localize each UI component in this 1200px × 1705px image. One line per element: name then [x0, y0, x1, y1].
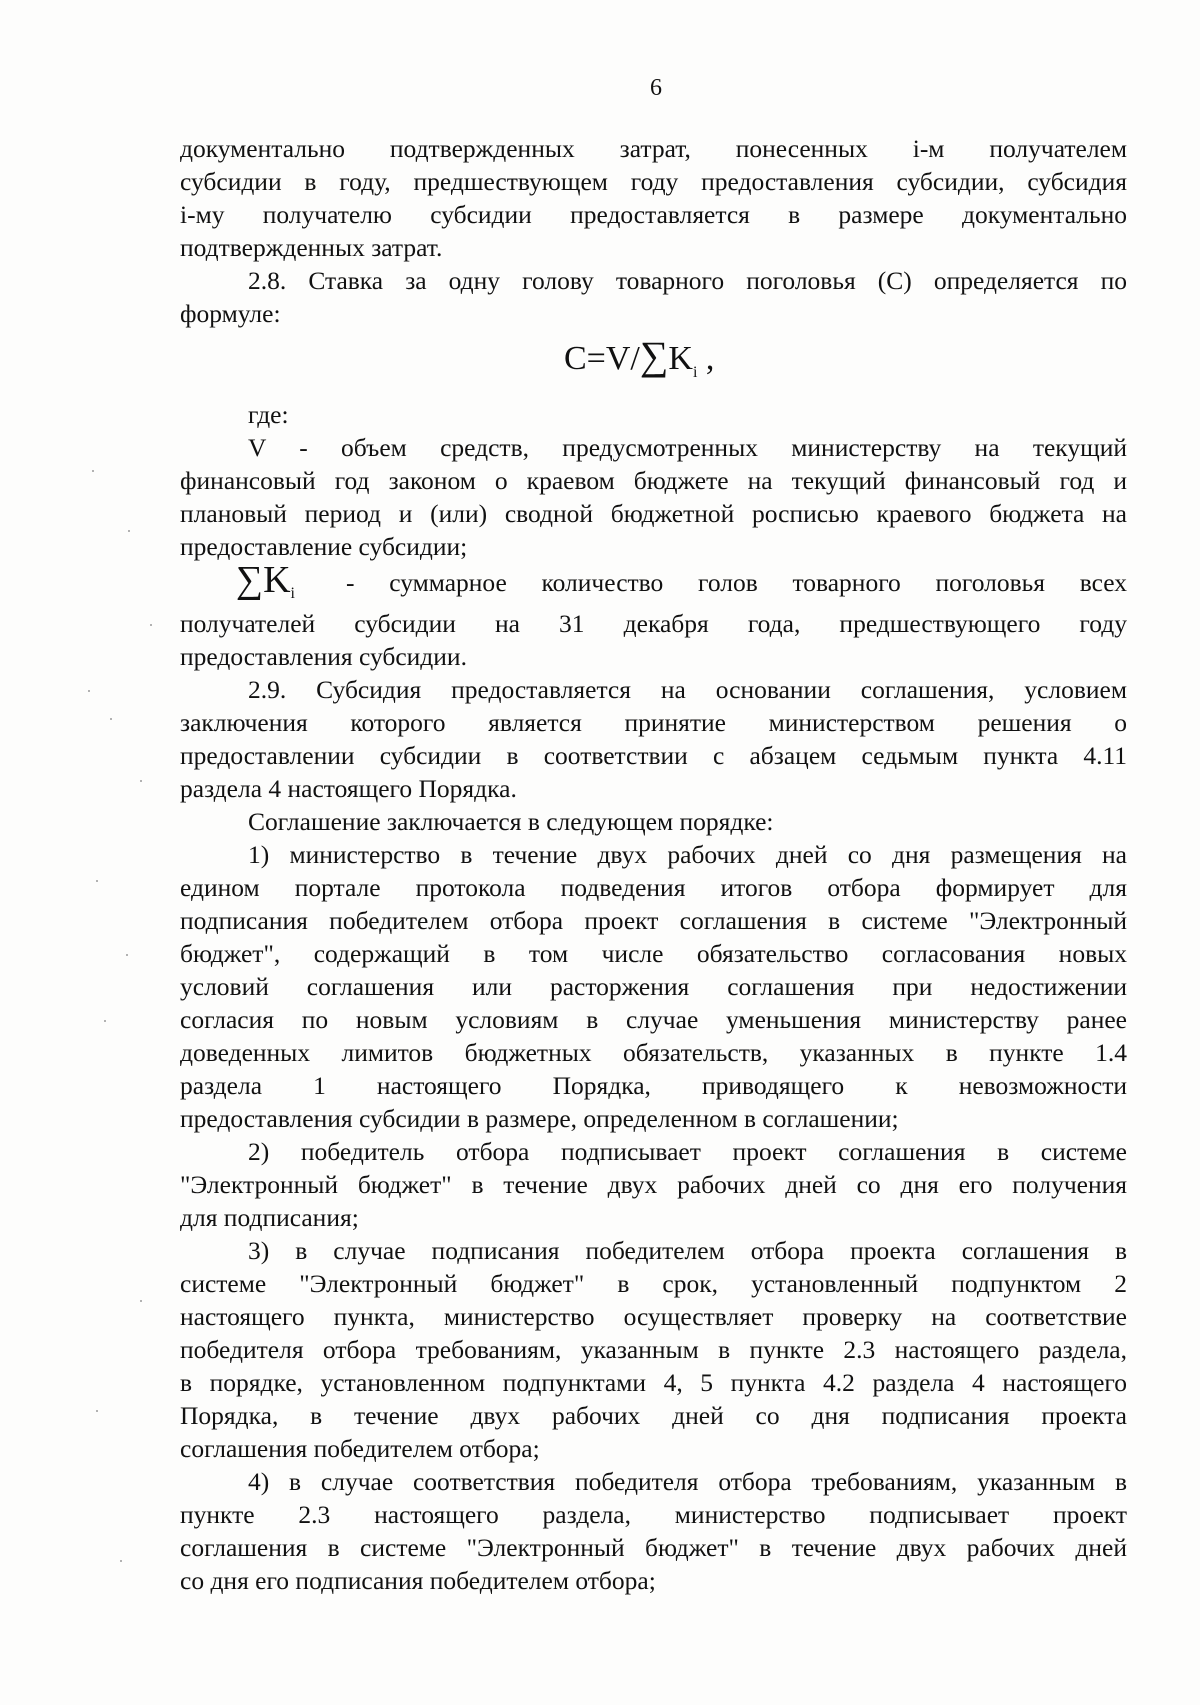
sigma-symbol: ∑ [236, 559, 264, 601]
text-line: 2) победитель отбора подписывает проект соглашения в системе [248, 1137, 1127, 1166]
text-line: для подписания; [180, 1203, 359, 1232]
text-line: финансовый год законом о краевом бюджете на текущий финансовый год и [180, 466, 1127, 495]
text-line: заключения которого является принятие министерством решения о [180, 708, 1127, 737]
text-line: предоставления субсидии. [180, 642, 467, 671]
text-line: условий соглашения или расторжения соглашения при недостижении [180, 972, 1127, 1001]
text-line: формуле: [180, 299, 281, 328]
sum-definition-end [180, 640, 1127, 673]
text-line: предоставление субсидии; [180, 532, 468, 561]
where-label-block [180, 398, 1127, 431]
sum-variable: K [263, 559, 291, 601]
list-item-2-end [180, 1201, 1127, 1234]
sigma-symbol: ∑ [639, 333, 669, 378]
paragraph-2-9 [180, 673, 1127, 772]
text-line: документально подтвержденных затрат, понесенных i-м получателем [180, 134, 1127, 163]
formula-subscript: i [692, 364, 698, 381]
text-line: Соглашение заключается в следующем порядке: [248, 807, 774, 836]
paragraph-2-8-end [180, 297, 1127, 330]
list-item-4-end [180, 1564, 1127, 1597]
text-line: субсидии в году, предшествующем году предоставления субсидии, субсидия [180, 167, 1127, 196]
scan-speck [140, 780, 142, 782]
scan-speck [92, 470, 94, 472]
paragraph-intro [180, 132, 1127, 231]
scan-speck [104, 1020, 106, 1022]
text-line: V - объем средств, предусмотренных министерству на текущий [248, 433, 1127, 462]
paragraph-2-9-end [180, 772, 1127, 805]
text-line: 4) в случае соответствия победителя отбора требованиям, указанным в [248, 1467, 1127, 1496]
scan-speck [126, 954, 128, 956]
text-line: со дня его подписания победителем отбора; [180, 1566, 656, 1595]
paragraph-intro-end [180, 231, 1127, 264]
formula-tail: , [697, 340, 715, 377]
paragraph-agreement [180, 805, 1127, 838]
sum-definition [180, 607, 1127, 640]
scan-speck [96, 1410, 98, 1412]
text-line: плановый период и (или) сводной бюджетной росписью краевого бюджета на [180, 499, 1127, 528]
text-line: предоставления субсидии в размере, определенном в соглашении; [180, 1104, 899, 1133]
text-line: доведенных лимитов бюджетных обязательств, указанных в пункте 1.4 [180, 1038, 1127, 1067]
formula-lhs: C=V/ [564, 340, 640, 377]
sum-definition-first-line [346, 566, 1127, 599]
text-line: настоящего пункта, министерство осуществляет проверку на соответствие [180, 1302, 1127, 1331]
text-line: 3) в случае подписания победителем отбора проекта соглашения в [248, 1236, 1127, 1265]
text-line: раздела 1 настоящего Порядка, приводящего к невозможности [180, 1071, 1127, 1100]
formula-variable: K [668, 340, 693, 377]
page-number: 6 [650, 75, 662, 101]
text-line: подтвержденных затрат. [180, 233, 443, 262]
list-item-1-end [180, 1102, 1127, 1135]
text-line: пункте 2.3 настоящего раздела, министерство подписывает проект [180, 1500, 1127, 1529]
paragraph-2-8 [180, 264, 1127, 297]
text-line: бюджет", содержащий в том числе обязательство согласования новых [180, 939, 1127, 968]
scan-speck [140, 1300, 142, 1302]
text-line: соглашения в системе "Электронный бюджет" в течение двух рабочих дней [180, 1533, 1127, 1562]
scan-speck [110, 718, 112, 720]
list-item-1 [180, 838, 1127, 1102]
text-line: едином портале протокола подведения итогов отбора формирует для [180, 873, 1127, 902]
text-line: Порядка, в течение двух рабочих дней со дня подписания проекта [180, 1401, 1127, 1430]
text-line: - суммарное количество голов товарного поголовья всех [346, 568, 1127, 597]
text-line: i-му получателю субсидии предоставляется в размере документально [180, 200, 1127, 229]
list-item-4 [180, 1465, 1127, 1564]
where-label: где: [248, 400, 289, 429]
text-line: подписания победителем отбора проект соглашения в системе "Электронный [180, 906, 1127, 935]
text-line: раздела 4 настоящего Порядка. [180, 774, 517, 803]
paragraph-v-definition-end [180, 530, 1127, 563]
text-line: получателей субсидии на 31 декабря года, предшествующего году [180, 609, 1127, 638]
scan-speck [128, 530, 130, 532]
scan-speck [150, 624, 152, 626]
text-line: 1) министерство в течение двух рабочих дней со дня размещения на [248, 840, 1127, 869]
paragraph-v-definition [180, 431, 1127, 530]
text-line: 2.8. Ставка за одну голову товарного поголовья (С) определяется по [248, 266, 1127, 295]
text-line: согласия по новым условиям в случае уменьшения министерству ранее [180, 1005, 1127, 1034]
text-line: "Электронный бюджет" в течение двух рабочих дней со дня его получения [180, 1170, 1127, 1199]
list-item-2 [180, 1135, 1127, 1201]
scan-speck [88, 690, 90, 692]
scan-speck [120, 1560, 122, 1562]
text-line: победителя отбора требованиям, указанным в пункте 2.3 настоящего раздела, [180, 1335, 1127, 1364]
sum-subscript: i [290, 585, 295, 602]
rate-formula [564, 333, 715, 393]
text-line: системе "Электронный бюджет" в срок, установленный подпунктом 2 [180, 1269, 1127, 1298]
scan-speck [96, 880, 98, 882]
text-line: 2.9. Субсидия предоставляется на основании соглашения, условием [248, 675, 1127, 704]
text-line: соглашения победителем отбора; [180, 1434, 540, 1463]
text-line: в порядке, установленном подпунктами 4, 5 пункта 4.2 раздела 4 настоящего [180, 1368, 1127, 1397]
list-item-3-end [180, 1432, 1127, 1465]
list-item-3 [180, 1234, 1127, 1432]
sum-formula [236, 560, 295, 614]
text-line: предоставлении субсидии в соответствии с абзацем седьмым пункта 4.11 [180, 741, 1127, 770]
